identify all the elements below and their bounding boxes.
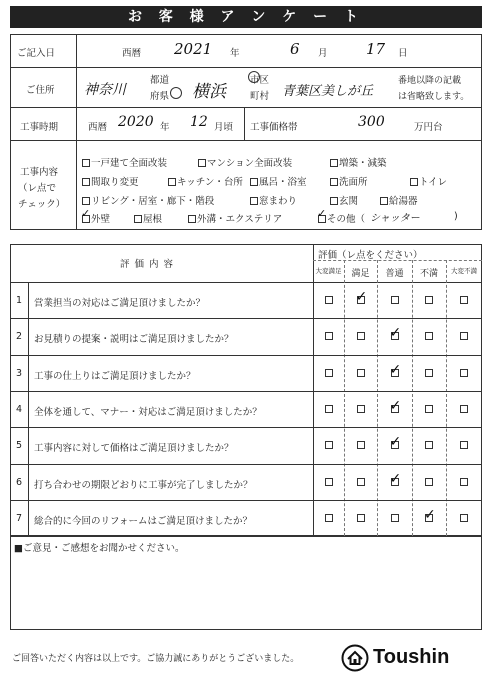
question-text: 工事内容に対して価格はご満足頂けましたか？ bbox=[34, 443, 234, 455]
question-row-divider bbox=[10, 318, 482, 319]
rating-column-divider bbox=[412, 260, 413, 536]
date-label: ご記入日 bbox=[17, 48, 56, 59]
work-item-label: 外溝・エクステリア bbox=[197, 214, 283, 225]
period-label: 工事時期 bbox=[20, 122, 59, 133]
work-item-label: トイレ bbox=[419, 177, 448, 188]
rating-checkbox[interactable] bbox=[425, 478, 433, 486]
content-label-1: 工事内容 bbox=[20, 167, 59, 178]
year-value: 2021 bbox=[174, 40, 213, 58]
rating-checkbox[interactable] bbox=[460, 332, 468, 340]
work-item[interactable] bbox=[250, 193, 297, 207]
period-era: 西暦 bbox=[88, 122, 108, 133]
work-item-label: 風呂・浴室 bbox=[259, 177, 307, 188]
eval-content-header: 評 価 内 容 bbox=[120, 259, 175, 270]
price-value: 300 bbox=[358, 114, 385, 130]
work-item[interactable] bbox=[410, 174, 447, 188]
house-logo-icon bbox=[341, 644, 369, 672]
work-item-check-mark: ✓ bbox=[81, 207, 91, 220]
rating-checkbox[interactable] bbox=[325, 332, 333, 340]
rating-checkbox[interactable] bbox=[357, 405, 365, 413]
question-number: 1 bbox=[16, 295, 23, 306]
work-item-checkbox[interactable] bbox=[330, 178, 338, 186]
rating-column-divider bbox=[446, 260, 447, 536]
year-unit: 年 bbox=[230, 48, 240, 59]
rating-column-divider bbox=[344, 260, 345, 536]
ward-top-label: 市区 bbox=[250, 75, 270, 86]
town-value: 青葉区美しが丘 bbox=[282, 84, 374, 99]
rating-column-divider bbox=[377, 260, 378, 536]
work-item-label: キッチン・台所 bbox=[177, 177, 243, 188]
address-note-2: は省略致します。 bbox=[398, 92, 470, 102]
question-row-divider bbox=[10, 391, 482, 392]
rating-checkbox[interactable] bbox=[357, 478, 365, 486]
work-item[interactable] bbox=[82, 193, 214, 207]
work-item-checkbox[interactable] bbox=[134, 215, 142, 223]
work-item-label: リビング・居室・廊下・階段 bbox=[91, 196, 215, 207]
work-item[interactable] bbox=[134, 211, 162, 225]
other-close: ) bbox=[454, 211, 458, 222]
date-era: 西暦 bbox=[122, 48, 142, 59]
work-item[interactable] bbox=[330, 155, 387, 169]
other-value: シャッター bbox=[370, 213, 420, 224]
question-row-divider bbox=[10, 427, 482, 428]
period-month-unit: 月頃 bbox=[214, 122, 234, 133]
work-item-label: その他（ bbox=[327, 214, 366, 225]
rating-checkbox[interactable] bbox=[325, 478, 333, 486]
question-number: 4 bbox=[16, 403, 23, 415]
pref-top-label: 都道 bbox=[150, 75, 170, 86]
work-item-label: 洗面所 bbox=[339, 177, 368, 188]
question-number: 7 bbox=[16, 512, 23, 524]
rating-checkbox[interactable] bbox=[391, 296, 399, 304]
question-text: お見積りの提案・説明はご満足頂けましたか？ bbox=[34, 334, 234, 346]
work-item[interactable] bbox=[380, 193, 418, 207]
rating-checkbox[interactable] bbox=[425, 405, 433, 413]
question-row-divider bbox=[10, 500, 482, 501]
work-item-label: 玄関 bbox=[339, 196, 359, 207]
rating-checkbox[interactable] bbox=[425, 296, 433, 304]
rating-checkbox[interactable] bbox=[325, 369, 333, 377]
address-note-1: 番地以降の記載 bbox=[398, 76, 462, 86]
work-item-label: 給湯器 bbox=[389, 196, 418, 207]
work-item-checkbox[interactable] bbox=[82, 159, 90, 167]
rating-checkbox[interactable] bbox=[460, 441, 468, 449]
period-month-value: 12 bbox=[190, 114, 208, 130]
work-item-checkbox[interactable] bbox=[330, 197, 338, 205]
work-item-checkbox[interactable] bbox=[168, 178, 176, 186]
rating-checkbox[interactable] bbox=[460, 369, 468, 377]
period-year-value: 2020 bbox=[118, 114, 154, 130]
pref-bottom-label: 府県 bbox=[150, 91, 170, 102]
work-item-checkbox[interactable] bbox=[250, 178, 258, 186]
rating-checkbox[interactable] bbox=[425, 441, 433, 449]
rating-scale-label: 大変満足 bbox=[315, 267, 342, 275]
brand-name: Toushin bbox=[373, 646, 450, 668]
work-item-label: 一戸建て全面改装 bbox=[91, 158, 168, 169]
rating-checkbox[interactable] bbox=[460, 405, 468, 413]
work-item-label: 外壁 bbox=[91, 214, 111, 225]
content-label-3: チェック） bbox=[18, 199, 66, 210]
ward-circle-mark bbox=[248, 71, 260, 83]
question-number: 3 bbox=[16, 367, 23, 379]
work-item-checkbox[interactable] bbox=[250, 197, 258, 205]
question-text: 打ち合わせの期限どおりに工事が完了しましたか？ bbox=[34, 479, 253, 491]
prefecture-value: 神奈川 bbox=[84, 82, 126, 98]
rating-check-mark: ✓ bbox=[424, 506, 436, 523]
rating-checkbox[interactable] bbox=[357, 441, 365, 449]
rating-scale-label: 普通 bbox=[385, 269, 404, 279]
work-item[interactable] bbox=[188, 211, 282, 225]
work-item-label: 屋根 bbox=[143, 214, 163, 225]
comments-label: ■ご意見・ご感想をお聞かせください。 bbox=[14, 543, 185, 554]
work-item-checkbox[interactable] bbox=[82, 178, 90, 186]
rating-checkbox[interactable] bbox=[391, 514, 399, 522]
rating-scale-label: 不満 bbox=[419, 269, 438, 279]
question-row-divider bbox=[10, 464, 482, 465]
month-value: 6 bbox=[290, 40, 300, 58]
day-value: 17 bbox=[366, 40, 386, 58]
rating-check-mark: ✓ bbox=[389, 361, 402, 378]
eval-rating-header: 評価（レ点をください） bbox=[318, 250, 423, 261]
rating-checkbox[interactable] bbox=[425, 332, 433, 340]
rating-checkbox[interactable] bbox=[460, 514, 468, 522]
city-value: 横浜 bbox=[192, 82, 226, 102]
rating-checkbox[interactable] bbox=[425, 369, 433, 377]
work-item-check-mark: ✓ bbox=[317, 207, 327, 220]
work-item-label: 窓まわり bbox=[259, 196, 298, 207]
question-text: 全体を通して、マナー・対応はご満足頂けましたか？ bbox=[34, 406, 262, 418]
question-row-divider bbox=[10, 355, 482, 356]
pref-circle-mark bbox=[170, 87, 182, 99]
question-text: 営業担当の対応はご満足頂けましたか？ bbox=[34, 298, 206, 309]
rating-checkbox[interactable] bbox=[325, 296, 333, 304]
work-item-checkbox[interactable] bbox=[380, 197, 388, 205]
rating-check-mark: ✓ bbox=[389, 434, 402, 451]
ward-bottom-label: 町村 bbox=[250, 91, 270, 102]
question-number: 2 bbox=[16, 331, 23, 343]
brand-logo bbox=[341, 644, 481, 672]
work-item-checkbox[interactable] bbox=[82, 197, 90, 205]
rating-checkbox[interactable] bbox=[357, 369, 365, 377]
work-item[interactable] bbox=[168, 174, 243, 188]
work-item-label: マンション全面改装 bbox=[207, 158, 293, 169]
work-item[interactable] bbox=[82, 155, 167, 169]
question-text: 工事の仕上りはご満足頂けましたか？ bbox=[34, 370, 196, 382]
work-item[interactable] bbox=[82, 174, 139, 188]
rating-check-mark: ✓ bbox=[389, 325, 402, 342]
rating-scale-label: 大変不満 bbox=[451, 267, 477, 275]
work-item[interactable] bbox=[330, 174, 368, 188]
footer-text: ご回答いただく内容は以上です。ご協力誠にありがとうございました。 bbox=[12, 654, 300, 664]
content-label-2: （レ点で bbox=[18, 183, 57, 194]
survey-title: お 客 様 ア ン ケ ー ト bbox=[10, 6, 482, 28]
work-item-checkbox[interactable] bbox=[198, 159, 206, 167]
work-item[interactable] bbox=[250, 174, 307, 188]
rating-checkbox[interactable] bbox=[325, 514, 333, 522]
work-item-checkbox[interactable] bbox=[188, 215, 196, 223]
work-item-checkbox[interactable] bbox=[410, 178, 418, 186]
question-number: 6 bbox=[16, 476, 23, 488]
work-item[interactable] bbox=[330, 193, 358, 207]
rating-checkbox[interactable] bbox=[357, 332, 365, 340]
rating-scale-label: 満足 bbox=[351, 269, 370, 279]
work-item-label: 間取り変更 bbox=[91, 177, 139, 188]
address-label: ご住所 bbox=[26, 85, 55, 96]
rating-check-mark: ✓ bbox=[355, 289, 368, 305]
price-unit: 万円台 bbox=[414, 122, 443, 133]
question-number: 5 bbox=[16, 440, 23, 452]
rating-checkbox[interactable] bbox=[325, 441, 333, 449]
rating-checkbox[interactable] bbox=[357, 514, 365, 522]
rating-checkbox[interactable] bbox=[460, 478, 468, 486]
rating-checkbox[interactable] bbox=[325, 405, 333, 413]
work-item-label: 増築・減築 bbox=[339, 158, 387, 169]
work-item-checkbox[interactable] bbox=[330, 159, 338, 167]
rating-check-mark: ✓ bbox=[389, 470, 402, 487]
month-unit: 月 bbox=[318, 48, 328, 59]
day-unit: 日 bbox=[398, 48, 408, 59]
price-label: 工事価格帯 bbox=[250, 122, 298, 133]
label-column-divider bbox=[76, 34, 77, 230]
work-item[interactable] bbox=[198, 155, 292, 169]
period-year-unit: 年 bbox=[160, 122, 170, 133]
rating-check-mark: ✓ bbox=[389, 397, 402, 414]
question-text: 総合的に今回のリフォームはご満足頂けましたか？ bbox=[34, 515, 253, 527]
rating-checkbox[interactable] bbox=[460, 296, 468, 304]
